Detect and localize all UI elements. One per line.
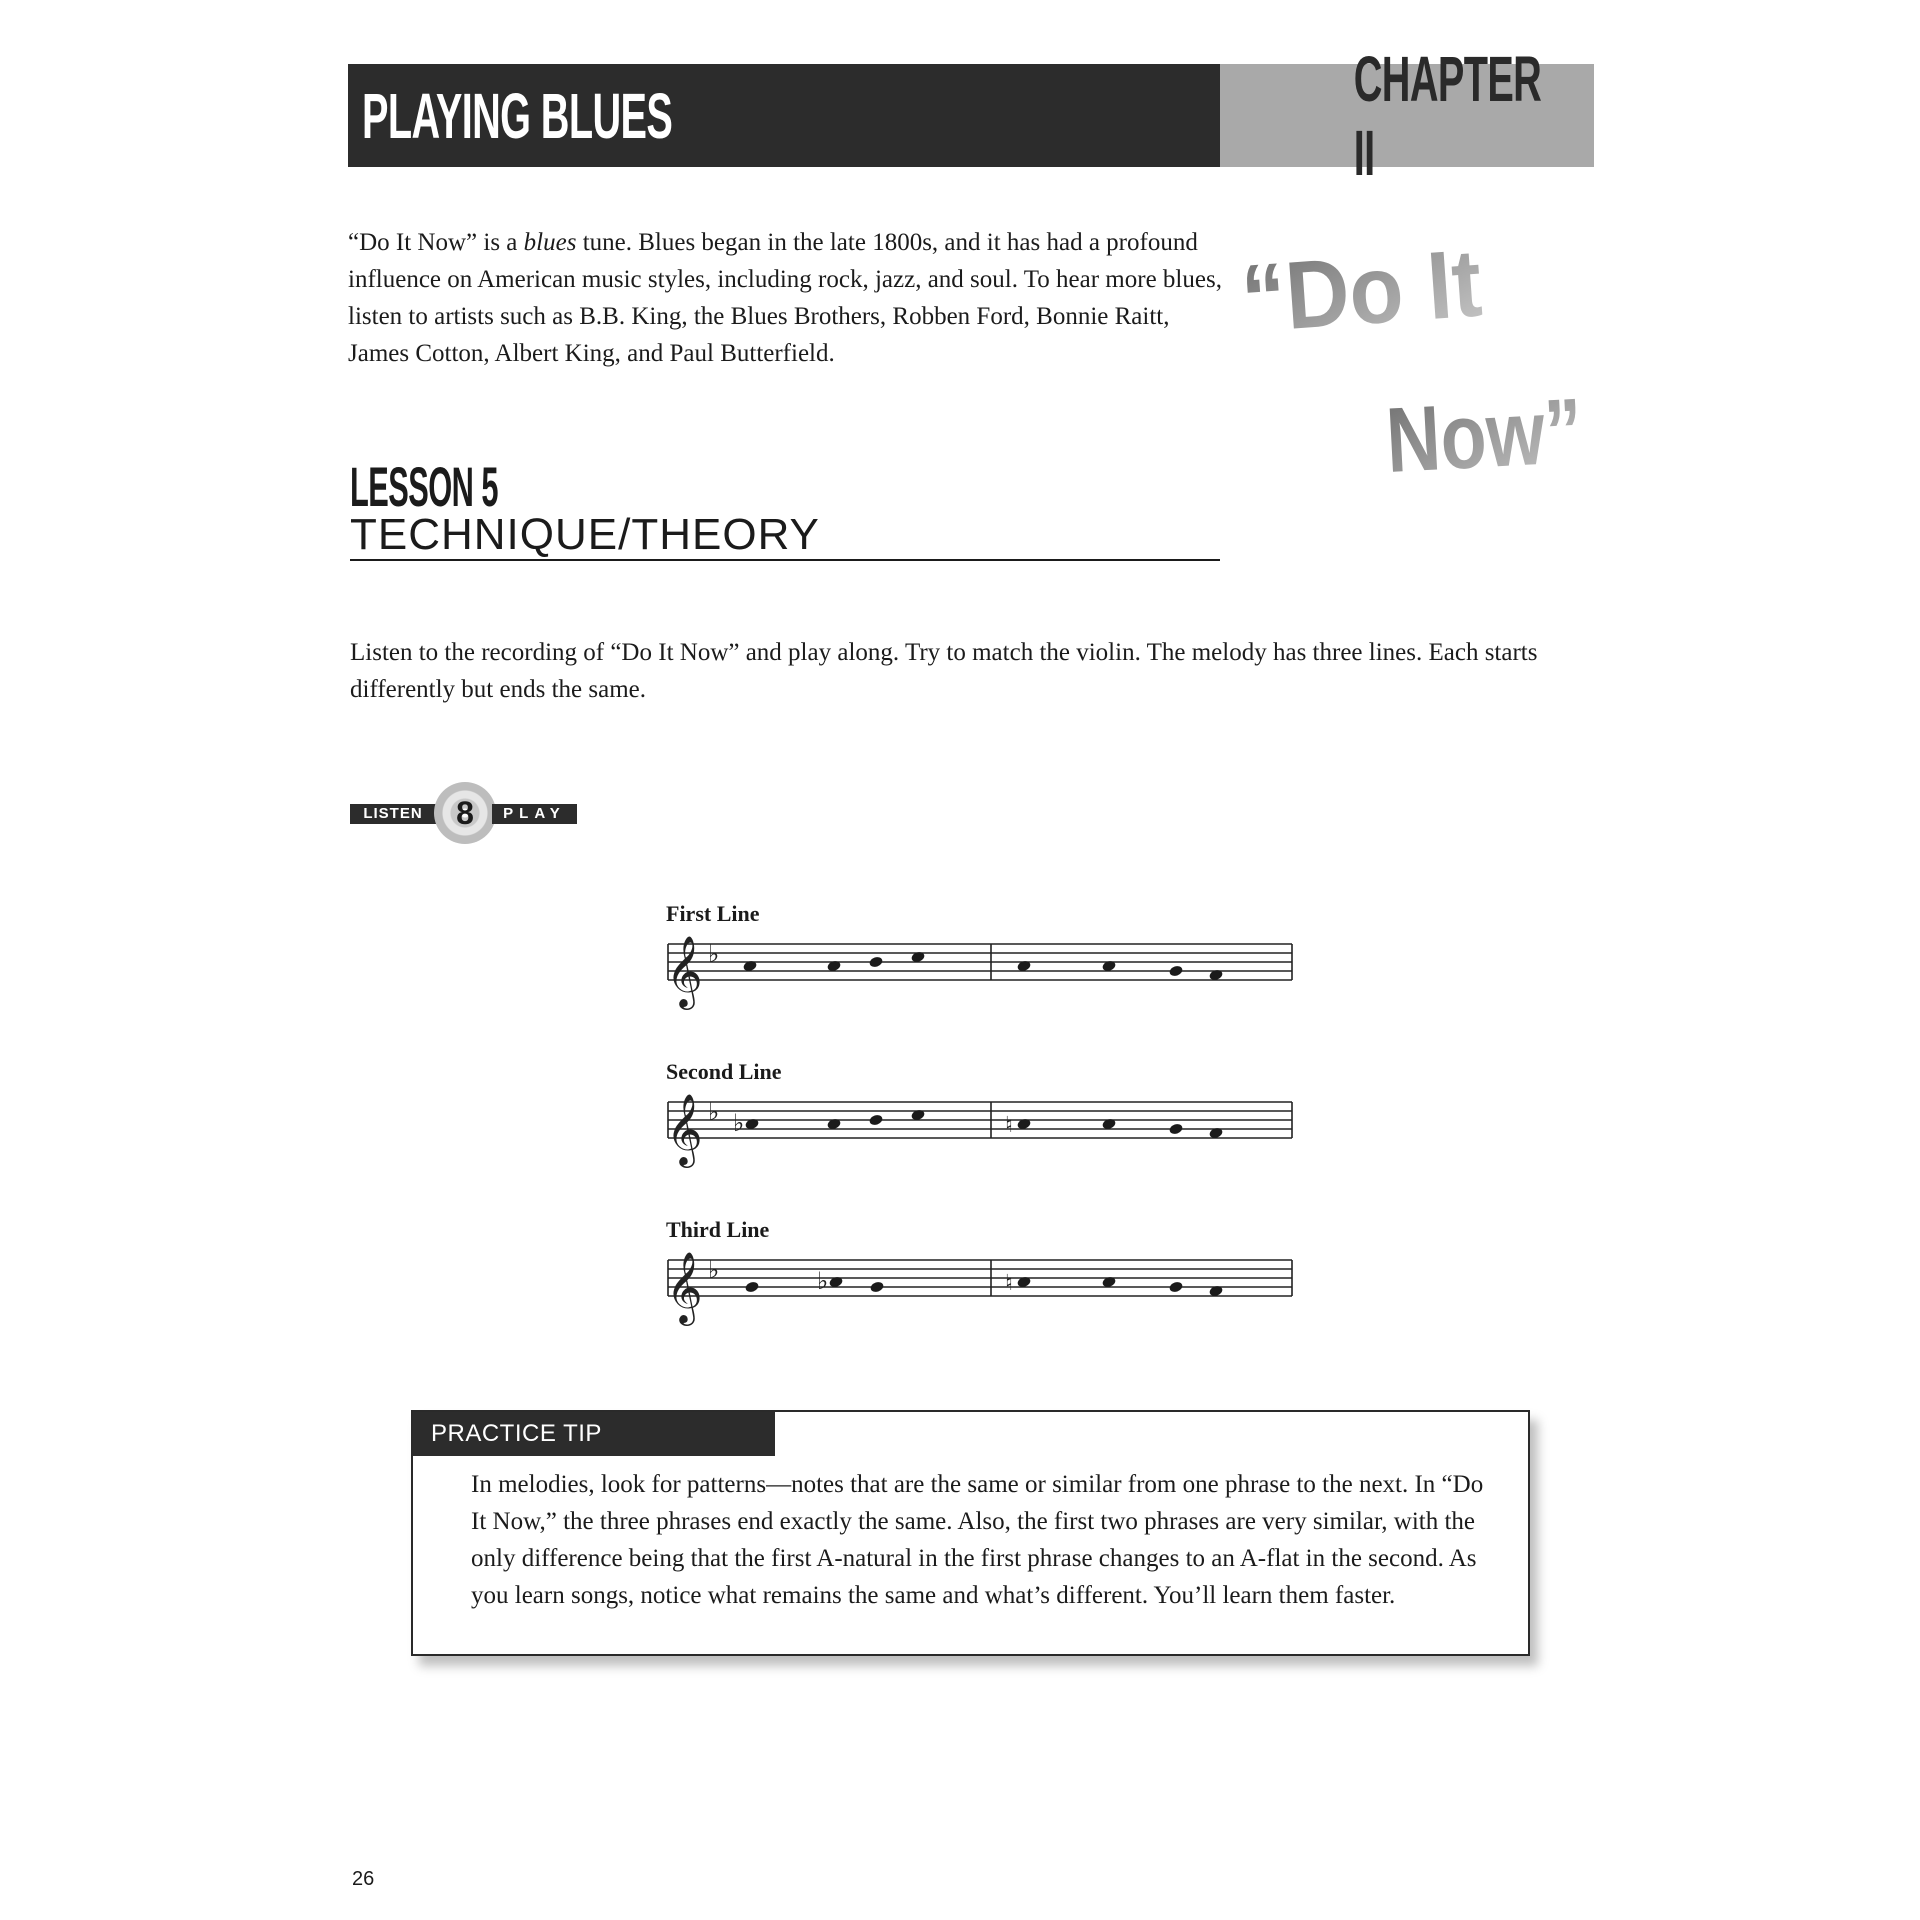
line-label: Third Line bbox=[666, 1217, 770, 1242]
graphic-line-2: Now” bbox=[1383, 377, 1629, 492]
page-number: 26 bbox=[352, 1868, 375, 1890]
music-line-first bbox=[664, 900, 1304, 1012]
treble-clef-icon: 𝄞 bbox=[666, 934, 703, 1007]
notes bbox=[742, 950, 1223, 981]
natural-accidental-icon: ♮ bbox=[1005, 1271, 1013, 1296]
header-chapter-block bbox=[1220, 42, 1594, 189]
intro-italic-word: blues bbox=[523, 229, 577, 256]
instructions-paragraph: Listen to the recording of “Do It Now” and play along. Try to match the violin. The melody has three lines. Each starts differently but ends the same. bbox=[350, 639, 1538, 703]
chapter-header bbox=[348, 42, 1594, 189]
staff-lines bbox=[668, 1102, 1292, 1138]
lesson-number: LESSON 5 bbox=[350, 455, 498, 518]
practice-tip-text: In melodies, look for patterns—notes that are the same or similar from one phrase to the next. In “Do It Now,” the three phrases end exactly the same. Also, the first two phrases are very similar, with the only difference being that the first A-natural in the first phrase changes to an A-flat in the second. As you learn songs, notice what remains the same and what’s different. You’ll learn them faster. bbox=[471, 1471, 1484, 1609]
key-signature-flat-icon: ♭ bbox=[708, 1256, 720, 1284]
flat-accidental-icon: ♭ bbox=[817, 1267, 829, 1295]
staff-lines bbox=[668, 1260, 1292, 1296]
intro-text-rest: tune. Blues began in the late 1800s, and it has had a profound influence on American music styles, including rock, jazz, and soul. To hear more blues, listen to artists such as B.B. King, the Blues Brothers, Robben Ford, Bonnie Raitt, James Cotton, Albert King, and Paul Butterfield. bbox=[348, 229, 1222, 367]
staff-second-line bbox=[664, 1090, 1304, 1170]
practice-tip-box bbox=[411, 1410, 1530, 1656]
intro-paragraph bbox=[348, 224, 1228, 372]
music-line-second bbox=[664, 1058, 1304, 1170]
staff-lines bbox=[668, 944, 1292, 980]
intro-text-start: “Do It Now” is a bbox=[348, 229, 524, 256]
line-label: Second Line bbox=[666, 1059, 782, 1084]
practice-tip-title: PRACTICE TIP bbox=[413, 1412, 775, 1456]
key-signature-flat-icon: ♭ bbox=[708, 1098, 720, 1126]
graphic-line-1: “Do It bbox=[1238, 227, 1507, 353]
chapter-label: CHAPTER II bbox=[1353, 42, 1542, 189]
staff-third-line bbox=[664, 1248, 1304, 1328]
header-title-block bbox=[348, 64, 1220, 167]
staff-first-line bbox=[664, 932, 1304, 1012]
play-label: PLAY bbox=[492, 804, 577, 824]
natural-accidental-icon: ♮ bbox=[1005, 1113, 1013, 1138]
track-number: 8 bbox=[456, 795, 474, 831]
notes bbox=[744, 1108, 1223, 1139]
flat-accidental-icon: ♭ bbox=[733, 1109, 745, 1137]
lesson-divider bbox=[350, 559, 1220, 561]
key-signature-flat-icon: ♭ bbox=[708, 940, 720, 968]
line-label: First Line bbox=[666, 901, 760, 926]
treble-clef-icon: 𝄞 bbox=[666, 1092, 703, 1165]
lesson-subtitle: TECHNIQUE/THEORY bbox=[350, 510, 820, 559]
music-line-third bbox=[664, 1216, 1304, 1328]
song-title-graphic bbox=[1238, 222, 1629, 498]
chapter-title: PLAYING BLUES bbox=[362, 79, 673, 152]
treble-clef-icon: 𝄞 bbox=[666, 1250, 703, 1323]
listen-play-badge bbox=[350, 780, 580, 846]
listen-label: LISTEN bbox=[350, 804, 436, 824]
